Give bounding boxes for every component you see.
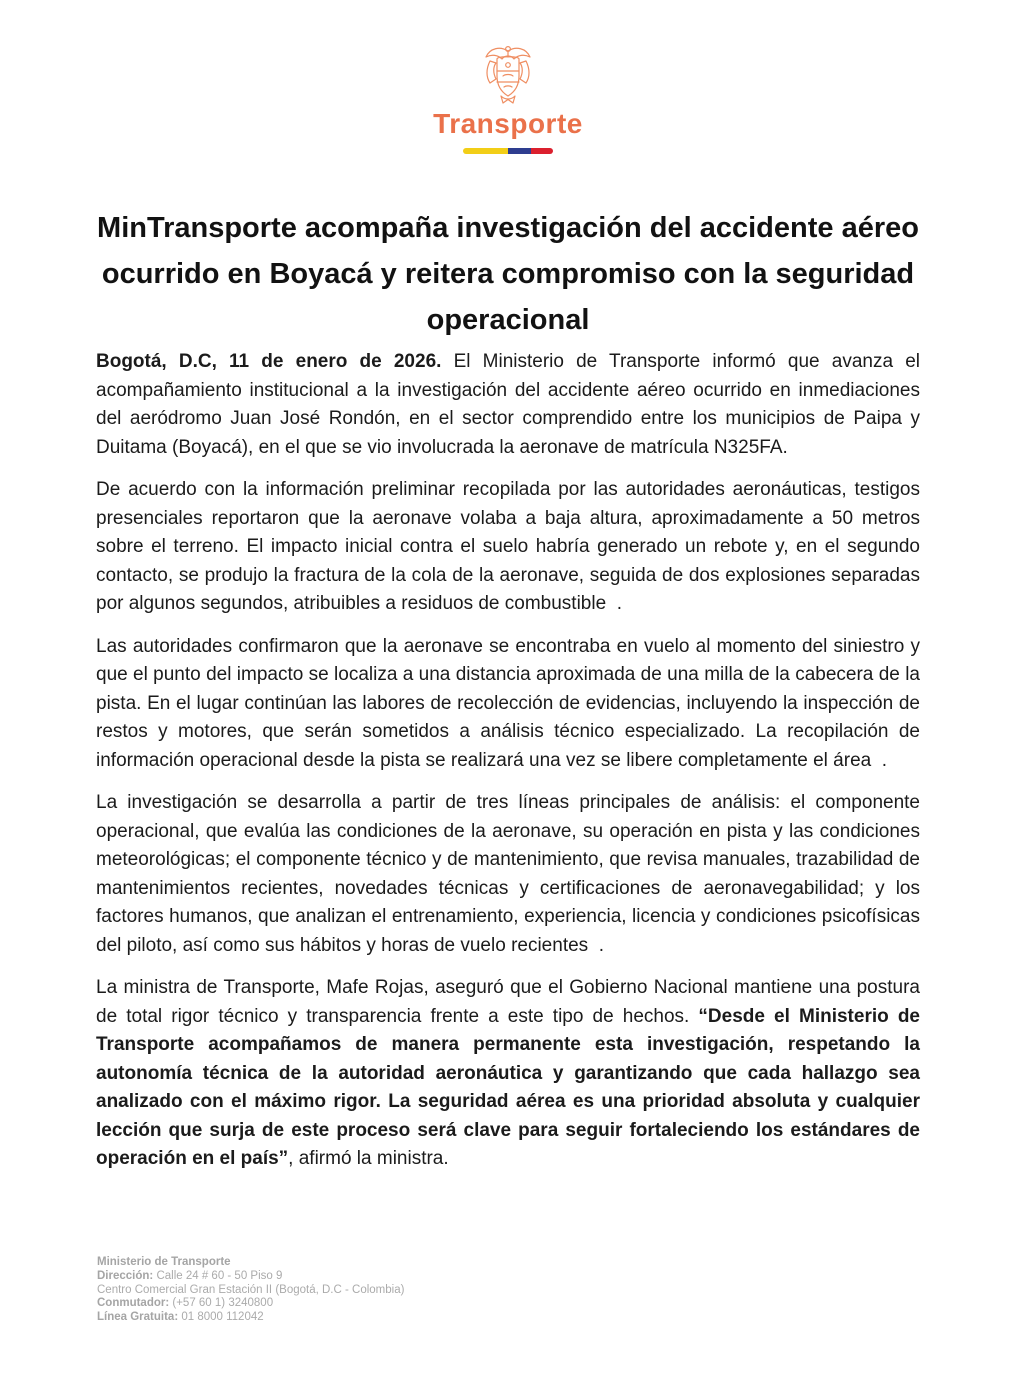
footer-address-line: Dirección: Calle 24 # 60 - 50 Piso 9 xyxy=(97,1269,283,1282)
paragraph-dateline-intro: Bogotá, D.C, 11 de enero de 2026. El Ministerio de Transporte informó que avanza el acompañamiento institucional a la investigación del accidente aéreo ocurrido en inmediaciones del aeródromo Juan José Rondón, en el sector comprendido entre los municipios de Paipa y Duitama (Boyacá), en el que se vio involucrada la aeronave de matrícula N325FA. xyxy=(96,351,920,458)
flag-blue-stripe xyxy=(508,148,531,154)
press-release-body xyxy=(96,348,920,1188)
page-title: MinTransporte acompaña investigación del accidente aéreo ocurrido en Boyacá y reitera compromiso con la seguridad operacional xyxy=(97,212,919,336)
footer-address-line-2: Centro Comercial Gran Estación II (Bogotá, D.C - Colombia) xyxy=(97,1283,405,1296)
flag-yellow-stripe xyxy=(463,148,508,154)
ministry-logo xyxy=(0,42,1016,154)
paragraph-investigation-lines: La investigación se desarrolla a partir de tres líneas principales de análisis: el componente operacional, que evalúa las condiciones de la aeronave, su operación en pista y las condiciones meteorológicas; el componente técnico y de mantenimiento, que revisa manuales, trazabilidad de mantenimientos recientes, novedades técnicas y certificaciones de aeronavegabilidad; y los factores humanos, que analizan el entrenamiento, experiencia, licencia y condiciones psicofísicas del piloto, así como sus hábitos y horas de vuelo recientes . xyxy=(96,792,920,956)
paragraph-authorities-findings: Las autoridades confirmaron que la aeronave se encontraba en vuelo al momento del siniestro y que el punto del impacto se localiza a una distancia aproximada de una milla de la cabecera de la pista. En el lugar continúan las labores de recolección de evidencias, incluyendo la inspección de restos y motores, que serán sometidos a análisis técnico especializado. La recopilación de información operacional desde la pista se realizará una vez se libere completamente el área . xyxy=(96,635,920,771)
footer-contact-info xyxy=(97,1256,404,1325)
paragraph-minister-quote: La ministra de Transporte, Mafe Rojas, aseguró que el Gobierno Nacional mantiene una postura de total rigor técnico y transparencia frente a este tipo de hechos. “Desde el Ministerio de Transporte acompañamos de manera permanente esta investigación, respetando la autonomía técnica de la autoridad aeronáutica y garantizando que cada hallazgo sea analizado con el máximo rigor. La seguridad aérea es una prioridad absoluta y cualquier lección que surja de este proceso será clave para seguir fortaleciendo los estándares de operación en el país”, afirmó la ministra. xyxy=(96,977,920,1169)
colombia-coat-of-arms-icon xyxy=(479,42,537,106)
flag-red-stripe xyxy=(531,148,554,154)
colombia-flag-bar-icon xyxy=(463,148,553,154)
logo-wordmark: Transporte xyxy=(433,108,583,139)
footer-switchboard-line: Conmutador: (+57 60 1) 3240800 xyxy=(97,1297,274,1310)
paragraph-preliminary-report: De acuerdo con la información preliminar recopilada por las autoridades aeronáuticas, testigos presenciales reportaron que la aeronave volaba a baja altura, aproximadamente a 50 metros sobre el terreno. El impacto inicial contra el suelo habría generado un rebote y, en el segundo contacto, se produjo la fractura de la cola de la aeronave, seguida de dos explosiones separadas por algunos segundos, atribuibles a residuos de combustible . xyxy=(96,479,920,614)
footer-ministry-name: Ministerio de Transporte xyxy=(97,1256,231,1268)
footer-tollfree-line: Línea Gratuita: 01 8000 112042 xyxy=(97,1311,264,1324)
